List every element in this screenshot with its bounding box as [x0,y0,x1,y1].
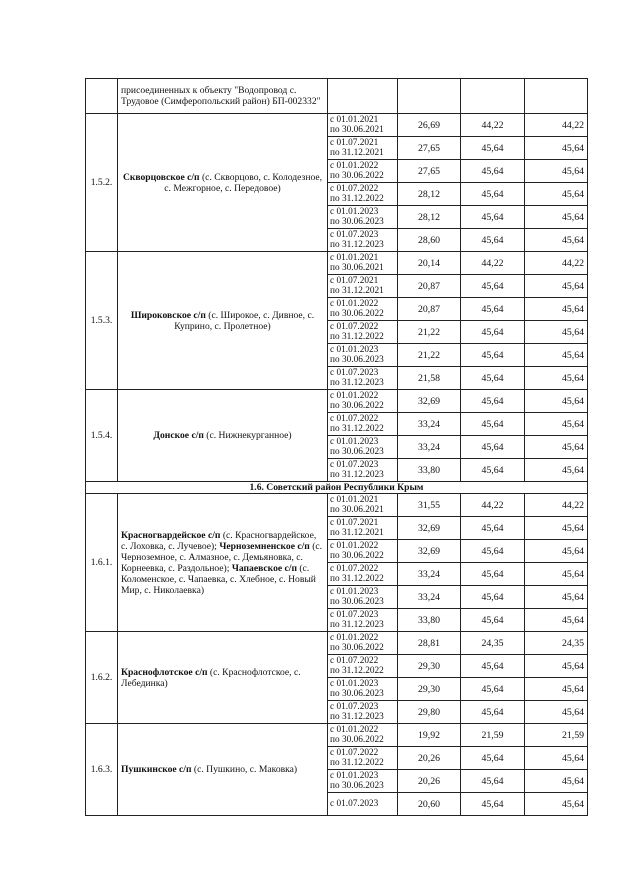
period-line: по 30.06.2021 [330,125,384,135]
table-row [86,632,588,655]
period-line: по 31.12.2021 [330,528,384,538]
period-cell [328,632,398,655]
period-line: с 01.01.2023 [330,345,379,355]
tariff-value-2: 45,64 [461,459,525,482]
tariff-value-1: 32,69 [398,517,461,540]
row-number: 1.5.4. [86,390,118,482]
period-line: по 30.06.2022 [330,171,384,181]
tariff-value-3: 44,22 [525,114,588,137]
period-cell [328,724,398,747]
tariff-value-1: 28,81 [398,632,461,655]
tariff-value-3: 45,64 [525,206,588,229]
tariff-value-1: 21,22 [398,344,461,367]
period-line: с 01.01.2023 [330,207,379,217]
tariff-value-2: 45,64 [461,137,525,160]
tariff-value-2: 45,64 [461,793,525,816]
period-cell [328,79,398,114]
tariff-value-1: 20,60 [398,793,461,816]
tariff-value-3: 44,22 [525,494,588,517]
tariff-value-3: 45,64 [525,540,588,563]
period-line: по 31.12.2023 [330,470,384,480]
period-cell [328,229,398,252]
tariff-value-1: 33,24 [398,563,461,586]
period-cell [328,609,398,632]
settlement-name-bold: Черноземненское с/п [219,540,310,552]
table-row [86,114,588,137]
tariff-value-2: 45,64 [461,586,525,609]
period-cell [328,793,398,816]
row-number: 1.6.3. [86,724,118,816]
period-line: с 01.01.2021 [330,115,379,125]
settlement-villages: (с. Пушкино, с. Маковка) [191,764,298,775]
tariff-value-1: 29,80 [398,701,461,724]
tariff-value-3: 45,64 [525,586,588,609]
tariff-value-3: 45,64 [525,229,588,252]
tariff-value-2: 45,64 [461,609,525,632]
period-cell [328,114,398,137]
settlement-name-bold: Чапаевское с/п [231,562,297,574]
period-line: по 30.06.2023 [330,217,384,227]
tariff-value-2: 45,64 [461,540,525,563]
row-number [86,79,118,114]
period-cell [328,655,398,678]
tariff-value-3: 45,64 [525,793,588,816]
period-cell [328,436,398,459]
tariff-value-1: 21,58 [398,367,461,390]
period-line: с 01.07.2023 [330,460,379,470]
period-cell [328,390,398,413]
period-cell [328,413,398,436]
row-number: 1.5.2. [86,114,118,252]
settlement-villages: (с. Коломенское, с. Чапаевка, с. Хлебное, с. Новый Мир, с. Николаевка) [121,562,316,596]
settlement-name-bold: Пушкинское с/п [121,764,192,775]
value-cell [525,79,588,114]
tariff-value-1: 28,12 [398,206,461,229]
tariff-value-2: 24,35 [461,632,525,655]
period-line: по 30.06.2021 [330,263,384,273]
period-line: по 30.06.2022 [330,551,384,561]
tariff-value-2: 44,22 [461,252,525,275]
period-line: с 01.07.2022 [330,322,379,332]
tariff-value-3: 45,64 [525,367,588,390]
period-cell [328,678,398,701]
period-cell [328,183,398,206]
period-line: по 30.06.2023 [330,781,384,791]
tariff-value-3: 45,64 [525,747,588,770]
settlement-name-bold: Красногвардейское с/п [121,529,221,541]
tariff-value-2: 45,64 [461,206,525,229]
tariff-value-2: 45,64 [461,275,525,298]
tariff-value-2: 45,64 [461,770,525,793]
section-title: 1.6. Советский район Республики Крым [86,482,588,494]
period-line: по 31.12.2023 [330,240,384,250]
period-line: по 30.06.2022 [330,309,384,319]
tariff-value-1: 29,30 [398,678,461,701]
tariff-value-1: 28,12 [398,183,461,206]
tariff-value-1: 20,14 [398,252,461,275]
period-cell [328,321,398,344]
tariff-value-3: 45,64 [525,563,588,586]
period-line: по 30.06.2023 [330,447,384,457]
tariff-value-1: 27,65 [398,137,461,160]
period-line: по 31.12.2022 [330,758,384,768]
tariff-value-3: 45,64 [525,413,588,436]
tariff-value-2: 45,64 [461,413,525,436]
period-line: с 01.07.2021 [330,276,379,286]
tariff-value-1: 19,92 [398,724,461,747]
settlement-name [118,252,328,390]
period-line: по 31.12.2022 [330,574,384,584]
period-line: с 01.01.2022 [330,541,379,551]
period-line: с 01.07.2022 [330,184,379,194]
period-line: по 30.06.2023 [330,355,384,365]
period-cell [328,517,398,540]
period-cell [328,137,398,160]
period-cell [328,586,398,609]
period-cell [328,563,398,586]
tariff-value-3: 45,64 [525,344,588,367]
tariff-value-1: 21,22 [398,321,461,344]
period-cell [328,459,398,482]
row-number: 1.6.2. [86,632,118,724]
period-line: с 01.01.2021 [330,253,379,263]
period-cell [328,160,398,183]
settlement-name: присоединенных к объекту "Водопровод с. Трудовое (Симферопольский район) БП-002332" [118,79,328,114]
period-line: по 31.12.2021 [330,148,384,158]
section-row [86,482,588,494]
row-number: 1.5.3. [86,252,118,390]
settlement-villages: (с. Краснофлотское, с. Лебединка) [121,666,301,689]
period-line: с 01.01.2021 [330,495,379,505]
period-line: с 01.01.2023 [330,771,379,781]
tariff-value-2: 45,64 [461,390,525,413]
tariff-value-3: 45,64 [525,298,588,321]
tariff-value-2: 45,64 [461,298,525,321]
tariff-value-3: 45,64 [525,321,588,344]
tariff-value-2: 44,22 [461,114,525,137]
table-row [86,494,588,517]
tariff-value-3: 24,35 [525,632,588,655]
tariff-value-2: 45,64 [461,183,525,206]
tariff-value-1: 33,24 [398,586,461,609]
tariff-value-3: 45,64 [525,436,588,459]
tariff-value-2: 44,22 [461,494,525,517]
tariff-value-2: 45,64 [461,701,525,724]
period-line: по 30.06.2022 [330,401,384,411]
tariff-value-3: 45,64 [525,678,588,701]
tariff-value-1: 33,24 [398,436,461,459]
tariff-value-2: 45,64 [461,321,525,344]
period-line: по 30.06.2021 [330,505,384,515]
tariff-value-3: 44,22 [525,252,588,275]
tariff-value-1: 29,30 [398,655,461,678]
period-line: по 31.12.2022 [330,194,384,204]
tariff-value-3: 45,64 [525,655,588,678]
period-cell [328,344,398,367]
tariff-table [85,78,588,816]
period-line: с 01.01.2023 [330,587,379,597]
table-row [86,252,588,275]
tariff-value-1: 26,69 [398,114,461,137]
tariff-value-2: 45,64 [461,563,525,586]
settlement-villages: (с. Красногвардейское, с. Лоховка, с. Лучевое); [121,529,317,552]
tariff-value-1: 20,87 [398,275,461,298]
tariff-value-2: 45,64 [461,229,525,252]
period-cell [328,701,398,724]
period-line: по 31.12.2023 [330,712,384,722]
period-line: с 01.01.2022 [330,633,379,643]
tariff-value-3: 45,64 [525,459,588,482]
period-line: с 01.07.2022 [330,564,379,574]
period-line: по 30.06.2023 [330,689,384,699]
tariff-value-3: 45,64 [525,701,588,724]
period-line: с 01.07.2023 [330,702,379,712]
period-line: с 01.01.2022 [330,299,379,309]
tariff-value-1: 33,24 [398,413,461,436]
period-line: с 01.01.2022 [330,391,379,401]
period-cell [328,206,398,229]
settlement-name [118,724,328,816]
period-line: с 01.01.2022 [330,161,379,171]
period-line: с 01.07.2021 [330,138,379,148]
settlement-name-bold: Краснофлотское с/п [121,666,208,678]
period-cell [328,252,398,275]
tariff-value-1: 20,26 [398,747,461,770]
period-line: по 31.12.2022 [330,332,384,342]
period-cell [328,298,398,321]
tariff-value-1: 33,80 [398,609,461,632]
tariff-value-1: 33,80 [398,459,461,482]
tariff-value-1: 28,60 [398,229,461,252]
period-line: по 31.12.2023 [330,378,384,388]
tariff-value-3: 45,64 [525,137,588,160]
period-line: с 01.07.2023 [330,230,379,240]
period-line: по 31.12.2022 [330,666,384,676]
tariff-value-1: 20,26 [398,770,461,793]
tariff-value-1: 31,55 [398,494,461,517]
settlement-name-bold: Скворцовское с/п [122,171,200,183]
period-cell [328,540,398,563]
tariff-table-body [86,79,588,816]
tariff-value-2: 45,64 [461,747,525,770]
period-line: с 01.07.2022 [330,656,379,666]
table-row [86,390,588,413]
period-line: с 01.07.2022 [330,748,379,758]
value-cell [461,79,525,114]
row-number: 1.6.1. [86,494,118,632]
settlement-villages: (с. Нижнекурганное) [203,430,292,441]
period-cell [328,747,398,770]
period-line: с 01.01.2023 [330,679,379,689]
period-line: с 01.07.2023 [330,610,379,620]
tariff-value-3: 45,64 [525,517,588,540]
period-line: по 31.12.2021 [330,286,384,296]
settlement-name [118,390,328,482]
tariff-value-2: 45,64 [461,436,525,459]
tariff-value-2: 21,59 [461,724,525,747]
tariff-value-3: 45,64 [525,160,588,183]
period-line: с 01.01.2022 [330,725,379,735]
tariff-value-1: 27,65 [398,160,461,183]
tariff-value-3: 45,64 [525,609,588,632]
period-line: с 01.07.2021 [330,518,379,528]
tariff-value-2: 45,64 [461,678,525,701]
settlement-villages: (с. Скворцово, с. Колодезное, с. Межгорное, с. Передовое) [164,171,323,194]
tariff-value-3: 45,64 [525,275,588,298]
tariff-value-3: 45,64 [525,390,588,413]
period-line: по 30.06.2022 [330,643,384,653]
tariff-value-2: 45,64 [461,367,525,390]
tariff-value-3: 21,59 [525,724,588,747]
table-row [86,724,588,747]
tariff-value-2: 45,64 [461,160,525,183]
settlement-name [118,114,328,252]
period-line: по 31.12.2022 [330,424,384,434]
value-cell [398,79,461,114]
period-line: по 30.06.2023 [330,597,384,607]
table-row [86,79,588,114]
tariff-value-2: 45,64 [461,655,525,678]
settlement-villages: (с. Широкое, с. Дивное, с. Куприно, с. Пролетное) [174,309,315,332]
tariff-value-1: 20,87 [398,298,461,321]
period-cell [328,494,398,517]
period-line: с 01.01.2023 [330,437,379,447]
period-cell [328,770,398,793]
settlement-name [118,494,328,632]
tariff-value-1: 32,69 [398,390,461,413]
period-line: с 01.07.2022 [330,414,379,424]
tariff-value-2: 45,64 [461,517,525,540]
period-line: с 01.07.2023 [330,799,379,809]
settlement-name-bold: Донское с/п [153,430,204,441]
settlement-name [118,632,328,724]
period-line: по 31.12.2023 [330,620,384,630]
settlement-villages: (с. Черноземное, с. Алмазное, с. Демьяновка, с. Корнеевка, с. Раздольное); [121,540,323,574]
period-line: по 30.06.2022 [330,735,384,745]
settlement-name-bold: Широковское с/п [130,309,206,321]
tariff-value-3: 45,64 [525,183,588,206]
tariff-value-1: 32,69 [398,540,461,563]
tariff-value-3: 45,64 [525,770,588,793]
period-cell [328,275,398,298]
period-cell [328,367,398,390]
period-line: с 01.07.2023 [330,368,379,378]
tariff-value-2: 45,64 [461,344,525,367]
